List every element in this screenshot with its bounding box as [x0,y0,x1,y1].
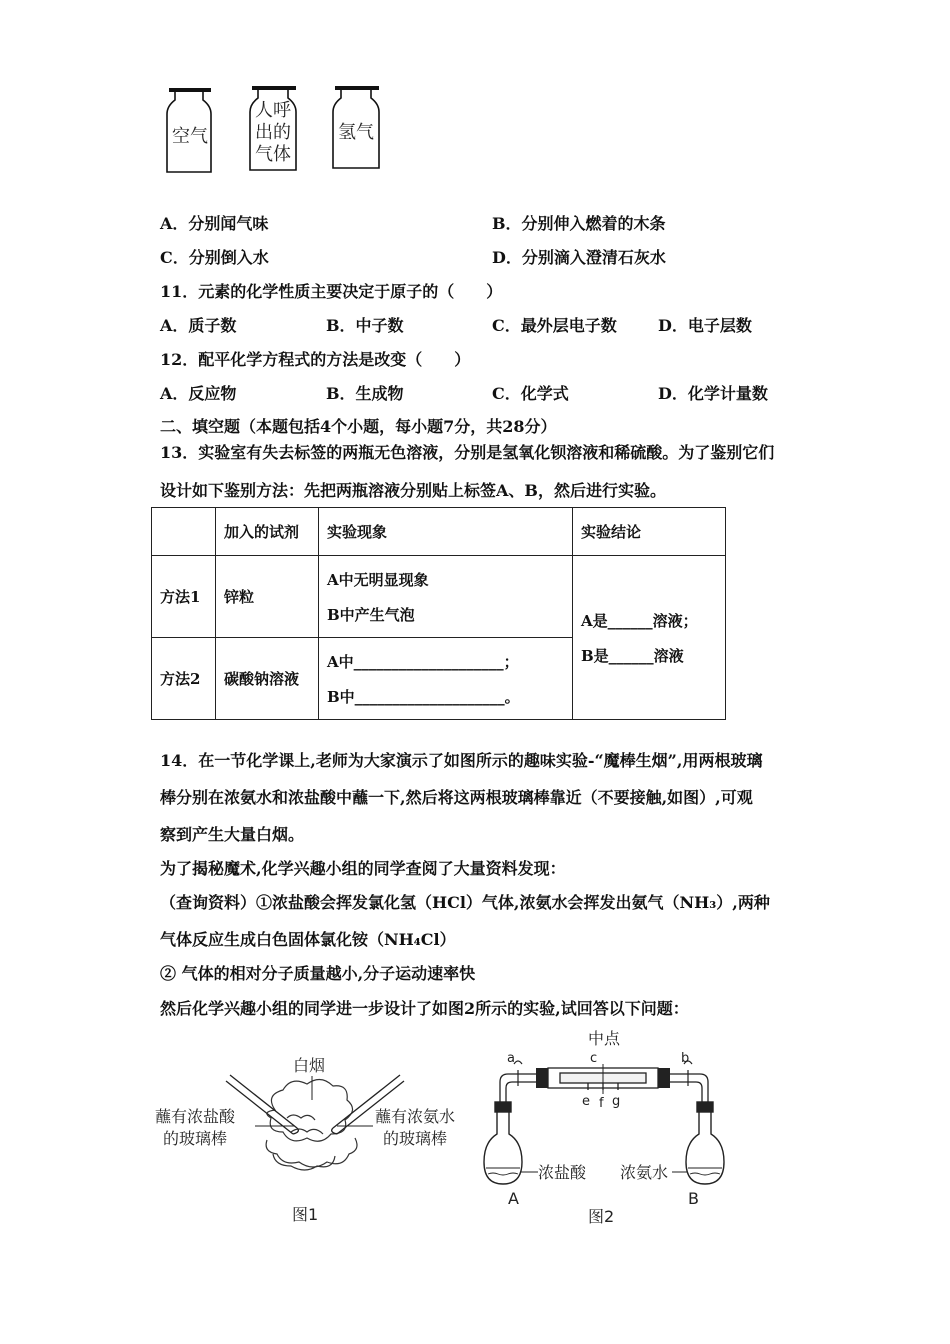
hcl-label: 浓盐酸 [538,1163,587,1182]
q12-option-b: B．生成物 [326,384,404,403]
q12-option-a: A．反应物 [160,384,237,403]
q14-line-1: 14．在一节化学课上,老师为大家演示了如图所示的趣味实验-“魔棒生烟”,用两根玻璃 [160,751,763,770]
bottle-hydrogen [333,86,379,168]
figure-1-caption: 图1 [292,1205,319,1224]
method-1-phenomenon-b: B中产生气泡 [327,605,415,624]
conclusion-a: A是______溶液； [581,611,698,630]
q12-option-c: C．化学式 [492,384,569,403]
flask-a [484,1102,522,1184]
method-1-reagent: 锌粒 [216,556,319,638]
method-1-phenomenon [319,556,573,638]
ammonia-label: 浓氨水 [620,1163,669,1182]
method-1-phenomenon-a: A中无明显现象 [327,570,429,589]
q13-line-1: 13．实验室有失去标签的两瓶无色溶液，分别是氢氧化钡溶液和稀硫酸。为了鉴别它们 [160,443,775,462]
q14-line-2: 棒分别在浓氨水和浓盐酸中蘸一下,然后将这两根玻璃棒靠近（不要接触,如图）,可观 [160,788,753,807]
right-rod-label-2: 的玻璃棒 [383,1129,448,1148]
q14-line-7: ② 气体的相对分子质量越小,分子运动速率快 [160,964,476,983]
method-1-label: 方法1 [152,556,216,638]
figure-1 [155,1050,475,1230]
flask-a-label: A [508,1189,519,1208]
table-header-reagent: 加入的试剂 [216,508,319,556]
bottle-label-exhaled-2: 出的 [255,122,291,143]
q14-line-3: 察到产生大量白烟。 [160,825,305,844]
figure-2-caption: 图2 [588,1207,615,1226]
q11-option-c: C．最外层电子数 [492,316,617,335]
bottle-label-exhaled-1: 人呼 [255,100,291,121]
q10-option-c: C．分别倒入水 [160,248,269,267]
smoke-label: 白烟 [293,1056,326,1075]
q12-stem: 12．配平化学方程式的方法是改变（ ） [160,350,471,369]
label-e: e [582,1094,590,1109]
q14-line-8: 然后化学兴趣小组的同学进一步设计了如图2所示的实验,试回答以下问题： [160,999,689,1018]
q14-line-5: （查询资料）①浓盐酸会挥发氯化氢（HCl）气体,浓氨水会挥发出氨气（NH₃）,两种 [160,893,770,912]
bottle-label-exhaled-3: 气体 [255,144,291,165]
q14-line-4: 为了揭秘魔术,化学兴趣小组的同学查阅了大量资料发现： [160,859,566,878]
bottle-label-air: 空气 [172,126,208,147]
q14-line-6: 气体反应生成白色固体氯化铵（NH₄Cl） [160,930,456,949]
label-g: g [612,1094,621,1109]
figure-2 [478,1028,740,1230]
label-a: a [507,1051,515,1066]
flask-b-label: B [688,1189,699,1208]
bottles-figure [155,80,395,180]
left-rod-label-2: 的玻璃棒 [163,1129,228,1148]
stopper-tube-left [536,1068,548,1088]
table-header-conclusion: 实验结论 [573,508,726,556]
midpoint-label: 中点 [588,1029,621,1048]
bottle-exhaled [250,86,296,170]
method-2-phenomenon [319,638,573,720]
q12-option-d: D．化学计量数 [658,384,768,403]
q11-option-b: B．中子数 [326,316,404,335]
label-b: b [681,1051,690,1066]
q11-stem: 11．元素的化学性质主要决定于原子的（ ） [160,282,503,301]
table-header-phenomenon: 实验现象 [319,508,573,556]
method-2-reagent: 碳酸钠溶液 [216,638,319,720]
label-c: c [590,1051,598,1066]
q11-option-a: A．质子数 [160,316,237,335]
method-2-phenomenon-b: B中____________________。 [327,687,520,706]
experiment-table [151,507,726,720]
q13-line-2: 设计如下鉴别方法：先把两瓶溶液分别贴上标签A、B，然后进行实验。 [160,481,666,500]
right-rod-label-1: 蘸有浓氨水 [375,1107,456,1126]
glass-tube [548,1064,658,1094]
q10-option-d: D．分别滴入澄清石灰水 [492,248,666,267]
q11-option-d: D．电子层数 [658,316,752,335]
stopper-tube-right [658,1068,670,1088]
table-header-empty [152,508,216,556]
method-2-phenomenon-a: A中____________________； [327,652,519,671]
q10-option-b: B．分别伸入燃着的木条 [492,214,666,233]
flask-b [686,1102,724,1184]
conclusion-b: B是______溶液 [581,646,684,665]
bottle-air [167,88,211,172]
left-rod-label-1: 蘸有浓盐酸 [155,1107,236,1126]
conclusion-cell [573,556,726,720]
section-2-heading: 二、填空题（本题包括4个小题，每小题7分，共28分） [160,417,557,436]
bottle-label-hydrogen: 氢气 [338,122,374,143]
method-2-label: 方法2 [152,638,216,720]
q10-option-a: A．分别闻气味 [160,214,269,233]
label-f: f [599,1096,604,1111]
